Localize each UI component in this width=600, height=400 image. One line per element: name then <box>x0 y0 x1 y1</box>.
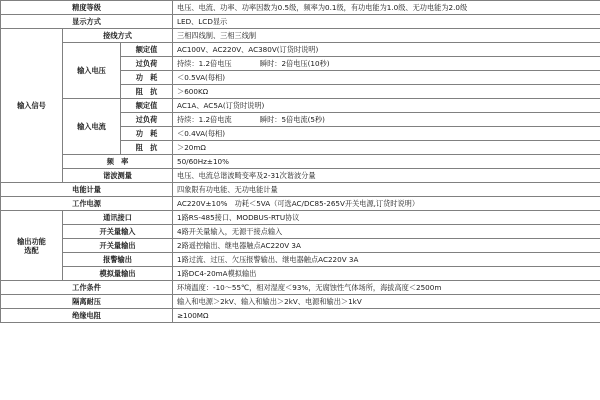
current-overload-instant: 瞬时：5倍电流(5秒) <box>259 115 325 124</box>
row-label-work-condition: 工作条件 <box>1 281 173 295</box>
row-label-insulation: 绝缘电阻 <box>1 309 173 323</box>
table-row <box>1 253 600 267</box>
table-row <box>1 99 600 113</box>
row-value-withstand-voltage: 输入和电源＞2kV、输入和输出＞2kV、电源和输出＞1kV <box>173 295 600 309</box>
row-label-voltage-overload: 过负荷 <box>121 57 173 71</box>
row-label-current-rated: 额定值 <box>121 99 173 113</box>
row-value-current-rated: AC1A、AC5A(订货时说明) <box>173 99 600 113</box>
row-value-voltage-power: ＜0.5VA(每相) <box>173 71 600 85</box>
row-label-voltage-rated: 额定值 <box>121 43 173 57</box>
table-row <box>1 15 600 29</box>
table-row <box>1 183 600 197</box>
row-label-input-current: 输入电流 <box>63 99 121 155</box>
row-label-alarm: 报警输出 <box>63 253 173 267</box>
row-value-voltage-impedance: ＞600KΩ <box>173 85 600 99</box>
row-value-accuracy: 电压、电流、功率、功率因数为0.5级，频率为0.1级，有功电能为1.0级、无功电能为2.0级 <box>173 1 600 15</box>
row-label-display: 显示方式 <box>1 15 173 29</box>
row-value-voltage-overload <box>173 57 600 71</box>
voltage-overload-continuous: 持续：1.2倍电压 <box>177 59 232 68</box>
row-label-voltage-impedance: 阻 抗 <box>121 85 173 99</box>
row-value-display: LED、LCD显示 <box>173 15 600 29</box>
row-value-power-supply: AC220V±10% 功耗＜5VA（可选AC/DC85-265V开关电源,订货时说明） <box>173 197 600 211</box>
row-label-comm: 通讯接口 <box>63 211 173 225</box>
row-label-power-supply: 工作电源 <box>1 197 173 211</box>
row-label-current-power: 功 耗 <box>121 127 173 141</box>
row-value-harmonic: 电压、电流总谐波畸变率及2-31次谐波分量 <box>173 169 600 183</box>
row-value-current-power: ＜0.4VA(每相) <box>173 127 600 141</box>
table-row <box>1 225 600 239</box>
table-row <box>1 169 600 183</box>
row-label-current-overload: 过负荷 <box>121 113 173 127</box>
table-row <box>1 211 600 225</box>
current-overload-continuous: 持续：1.2倍电流 <box>177 115 232 124</box>
voltage-overload-instant: 瞬时：2倍电压(10秒) <box>259 59 330 68</box>
row-label-input-voltage: 输入电压 <box>63 43 121 99</box>
table-row <box>1 309 600 323</box>
row-label-withstand-voltage: 隔离耐压 <box>1 295 173 309</box>
table-row <box>1 267 600 281</box>
row-label-frequency: 频 率 <box>63 155 173 169</box>
table-row <box>1 239 600 253</box>
table-row <box>1 29 600 43</box>
row-value-work-condition: 环境温度：-10～55℃，相对湿度＜93%，无腐蚀性气体场所，海拔高度＜2500m <box>173 281 600 295</box>
row-label-di: 开关量输入 <box>63 225 173 239</box>
row-label-voltage-power: 功 耗 <box>121 71 173 85</box>
row-value-voltage-rated: AC100V、AC220V、AC380V(订货时说明) <box>173 43 600 57</box>
row-label-energy: 电能计量 <box>1 183 173 197</box>
row-value-comm: 1路RS-485接口、MODBUS-RTU协议 <box>173 211 600 225</box>
row-value-wiring: 三相四线制、三相三线制 <box>173 29 600 43</box>
table-row <box>1 281 600 295</box>
row-label-current-impedance: 阻 抗 <box>121 141 173 155</box>
row-value-ao: 1路DC4-20mA模拟输出 <box>173 267 600 281</box>
table-row <box>1 43 600 57</box>
row-value-di: 4路开关量输入，无源干接点输入 <box>173 225 600 239</box>
row-value-insulation: ≥100MΩ <box>173 309 600 323</box>
table-row <box>1 1 600 15</box>
row-value-current-impedance: ＞20mΩ <box>173 141 600 155</box>
row-label-wiring: 接线方式 <box>63 29 173 43</box>
row-label-harmonic: 谐波测量 <box>63 169 173 183</box>
row-value-alarm: 1路过流、过压、欠压报警输出、继电器触点AC220V 3A <box>173 253 600 267</box>
table-row <box>1 295 600 309</box>
output-function-line1: 输出功能 <box>17 236 46 246</box>
table-row <box>1 197 600 211</box>
row-label-ao: 模拟量输出 <box>63 267 173 281</box>
row-label-output-function <box>1 211 63 281</box>
row-value-energy: 四象限有功电能、无功电能计量 <box>173 183 600 197</box>
row-value-current-overload <box>173 113 600 127</box>
row-value-do: 2路遥控输出、继电器触点AC220V 3A <box>173 239 600 253</box>
row-label-do: 开关量输出 <box>63 239 173 253</box>
row-label-accuracy: 精度等级 <box>1 1 173 15</box>
row-value-frequency: 50/60Hz±10% <box>173 155 600 169</box>
row-label-input-signal: 输入信号 <box>1 29 63 183</box>
output-function-line2: 选配 <box>24 245 39 255</box>
table-row <box>1 155 600 169</box>
